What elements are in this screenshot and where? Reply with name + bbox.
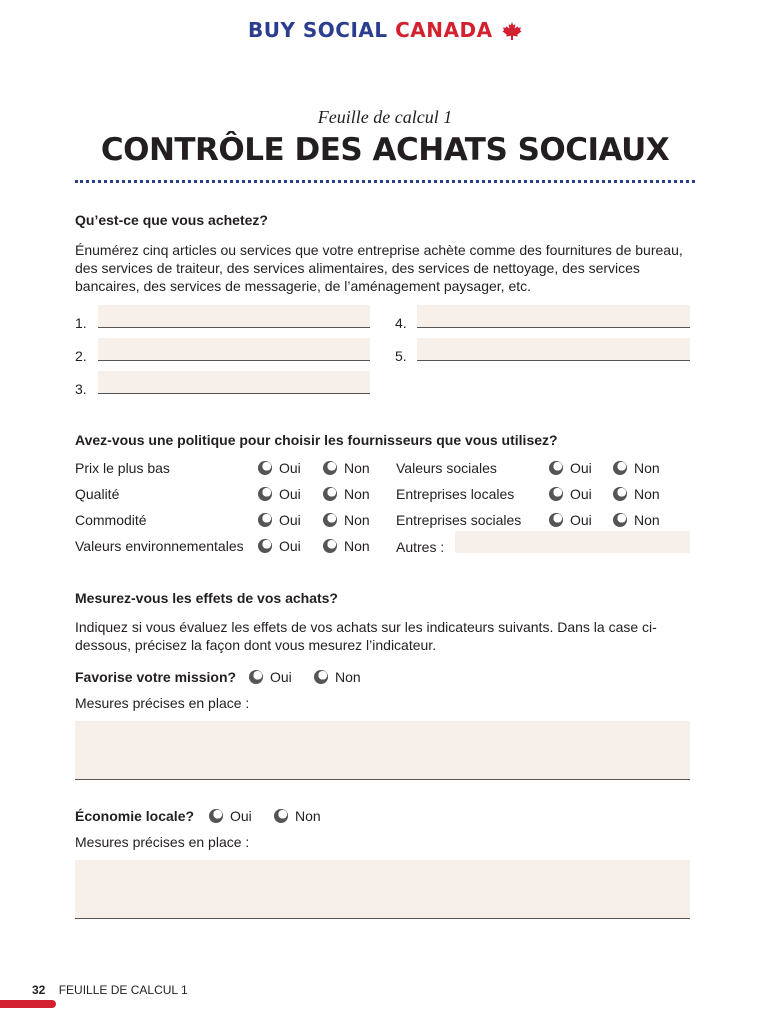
section-policy-heading: Avez-vous une politique pour choisir les fournisseurs que vous utilisez?: [75, 432, 558, 448]
policy-label-social-values: Valeurs sociales: [396, 460, 497, 476]
radio-icon: [323, 513, 337, 527]
policy-quality-no[interactable]: Non: [323, 486, 370, 502]
radio-icon: [274, 809, 288, 823]
radio-icon: [613, 513, 627, 527]
policy-convenience-no[interactable]: Non: [323, 512, 370, 528]
policy-social-values-no[interactable]: Non: [613, 460, 660, 476]
radio-icon: [323, 539, 337, 553]
footer-red-bar: [0, 1000, 56, 1008]
policy-label-local-business: Entreprises locales: [396, 486, 515, 502]
mission-measures-label: Mesures précises en place :: [75, 695, 250, 711]
mission-no[interactable]: Non: [314, 669, 361, 685]
item-input-4[interactable]: [417, 305, 690, 328]
policy-label-environmental: Valeurs environnementales: [75, 538, 244, 554]
item-number-1: 1.: [75, 315, 87, 331]
policy-label-social-enterprise: Entreprises sociales: [396, 512, 522, 528]
radio-icon: [258, 487, 272, 501]
policy-lowest-price-no[interactable]: Non: [323, 460, 370, 476]
policy-label-quality: Qualité: [75, 486, 120, 502]
item-input-1[interactable]: [98, 305, 370, 328]
policy-local-business-yes[interactable]: Oui: [549, 486, 592, 502]
local-economy-no[interactable]: Non: [274, 808, 321, 824]
local-economy-measures-textarea[interactable]: [75, 860, 690, 919]
footer-label: FEUILLE DE CALCUL 1: [58, 983, 188, 997]
policy-environmental-yes[interactable]: Oui: [258, 538, 301, 554]
page-number: 32: [32, 983, 46, 997]
policy-label-convenience: Commodité: [75, 512, 147, 528]
brand-logo: [0, 18, 770, 42]
policy-local-business-no[interactable]: Non: [613, 486, 660, 502]
radio-icon: [209, 809, 223, 823]
local-economy-yes[interactable]: Oui: [209, 808, 252, 824]
radio-icon: [249, 670, 263, 684]
radio-icon: [613, 487, 627, 501]
policy-convenience-yes[interactable]: Oui: [258, 512, 301, 528]
section-what-you-buy-heading: Qu’est-ce que vous achetez?: [75, 212, 268, 228]
policy-environmental-no[interactable]: Non: [323, 538, 370, 554]
item-input-5[interactable]: [417, 338, 690, 361]
page-title: CONTRÔLE DES ACHATS SOCIAUX: [100, 132, 670, 168]
item-input-3[interactable]: [98, 371, 370, 394]
policy-social-enterprise-no[interactable]: Non: [613, 512, 660, 528]
radio-icon: [323, 461, 337, 475]
radio-icon: [323, 487, 337, 501]
policy-label-other: Autres :: [396, 539, 445, 555]
item-number-2: 2.: [75, 348, 87, 364]
item-number-4: 4.: [395, 315, 407, 331]
dotted-divider: [75, 180, 695, 183]
item-input-2[interactable]: [98, 338, 370, 361]
section-impact-text: Indiquez si vous évaluez les effets de vos achats sur les indicateurs suivants. Dans la case ci-dessous, précisez la façon dont vous mesurez l’indicateur.: [75, 619, 657, 653]
local-economy-question-label: Économie locale?: [75, 808, 195, 824]
maple-leaf-icon: [502, 22, 522, 40]
policy-social-values-yes[interactable]: Oui: [549, 460, 592, 476]
mission-question-label: Favorise votre mission?: [75, 669, 237, 685]
radio-icon: [549, 487, 563, 501]
worksheet-subtitle: Feuille de calcul 1: [317, 107, 453, 127]
brand-text-buy-social: BUY SOCIAL: [247, 18, 388, 42]
policy-social-enterprise-yes[interactable]: Oui: [549, 512, 592, 528]
radio-icon: [258, 513, 272, 527]
brand-text-canada: CANADA: [395, 18, 493, 42]
radio-icon: [258, 461, 272, 475]
radio-icon: [549, 513, 563, 527]
radio-icon: [613, 461, 627, 475]
policy-lowest-price-yes[interactable]: Oui: [258, 460, 301, 476]
item-number-3: 3.: [75, 381, 87, 397]
policy-label-lowest-price: Prix le plus bas: [75, 460, 170, 476]
radio-icon: [258, 539, 272, 553]
mission-yes[interactable]: Oui: [249, 669, 292, 685]
radio-icon: [314, 670, 328, 684]
section-impact-heading: Mesurez-vous les effets de vos achats?: [75, 590, 338, 606]
footer: [32, 983, 188, 997]
section-what-you-buy-text: Énumérez cinq articles ou services que votre entreprise achète comme des fournitures de bureau, des services de traiteur, des services alimentaires, des services de nettoyage, des services bancaires, des services de messagerie, de l’aménagement paysager, etc.: [75, 242, 683, 294]
local-economy-measures-label: Mesures précises en place :: [75, 834, 250, 850]
radio-icon: [549, 461, 563, 475]
policy-quality-yes[interactable]: Oui: [258, 486, 301, 502]
policy-other-input[interactable]: [455, 531, 690, 553]
mission-measures-textarea[interactable]: [75, 721, 690, 780]
item-number-5: 5.: [395, 348, 407, 364]
